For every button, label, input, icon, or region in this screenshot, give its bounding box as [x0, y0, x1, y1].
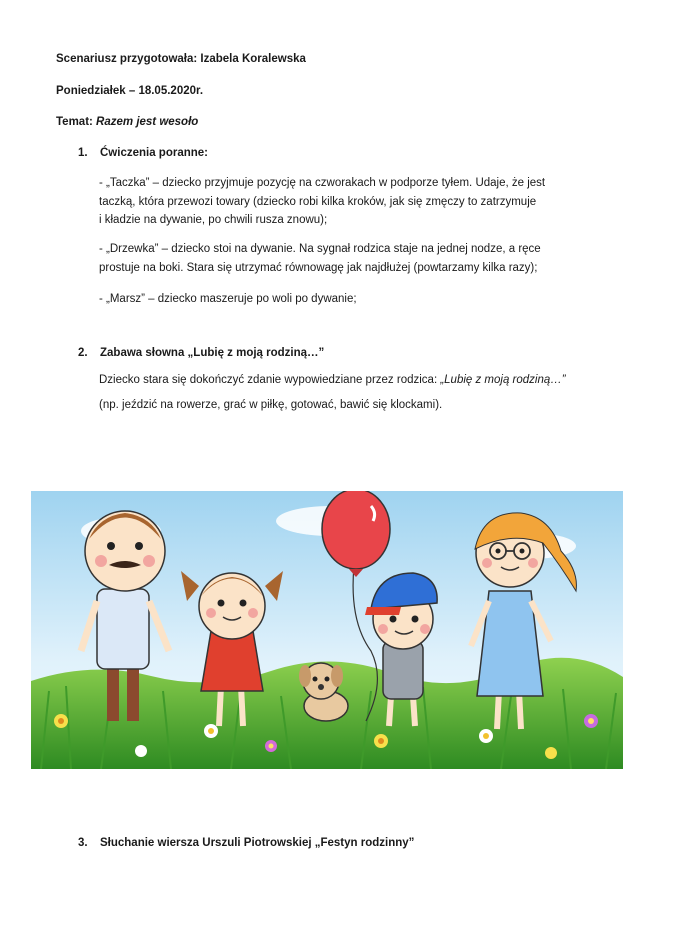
exercise-taczka-line-3: i kładzie na dywanie, po chwili rusza znowu);: [99, 214, 328, 226]
exercise-marsz-line-1: - „Marsz” – dziecko maszeruje po woli po dywanie;: [99, 293, 357, 305]
topic-label: Temat:: [56, 116, 97, 128]
exercise-taczka-line-2: taczką, która przewozi towary (dziecko robi kilka kroków, jak się zmęczy to zatrzymuje: [99, 195, 537, 208]
topic-title: Razem jest wesoło: [96, 116, 199, 128]
section-2-number: 2.: [78, 347, 88, 359]
family-with-balloon-icon: [31, 491, 623, 769]
section-3-number: 3.: [78, 837, 88, 849]
topic-line: [56, 115, 198, 129]
section-1-title: Ćwiczenia poranne:: [100, 147, 208, 159]
exercise-taczka-line-1: - „Taczka” – dziecko przyjmuje pozycję na czworakach w podporze tyłem. Udaje, że jest: [99, 177, 546, 189]
section-1-number: 1.: [78, 147, 88, 159]
section-2-line-1-text: Dziecko stara się dokończyć zdanie wypowiedziane przez rodzica:: [99, 374, 441, 386]
exercise-drzewka: [99, 240, 541, 277]
section-2-line-1-italic: „Lubię z moją rodziną…”: [440, 374, 566, 386]
section-2-line-2: (np. jeździć na rowerze, grać w piłkę, gotować, bawić się klockami).: [99, 399, 443, 411]
date-line: Poniedziałek – 18.05.2020r.: [56, 85, 204, 97]
exercise-taczka: [99, 174, 545, 230]
section-2-title: Zabawa słowna „Lubię z moją rodziną…”: [100, 347, 325, 359]
section-1-heading: [78, 146, 208, 160]
exercise-drzewka-line-2: prostuje na boki. Stara się utrzymać równowagę jak najdłużej (powtarzamy kilka razy);: [99, 261, 538, 274]
family-illustration: [31, 491, 623, 769]
exercise-drzewka-line-1: - „Drzewka” – dziecko stoi na dywanie. Na sygnał rodzica staje na jednej nodze, a ręce: [99, 243, 541, 255]
author-line: Scenariusz przygotowała: Izabela Koralewska: [56, 53, 306, 65]
section-2-heading: [78, 346, 324, 360]
exercise-marsz: [99, 290, 357, 309]
section-2-line-1: [99, 373, 566, 387]
section-3-heading: [78, 836, 414, 850]
section-3-title: Słuchanie wiersza Urszuli Piotrowskiej „Festyn rodzinny”: [100, 837, 415, 849]
